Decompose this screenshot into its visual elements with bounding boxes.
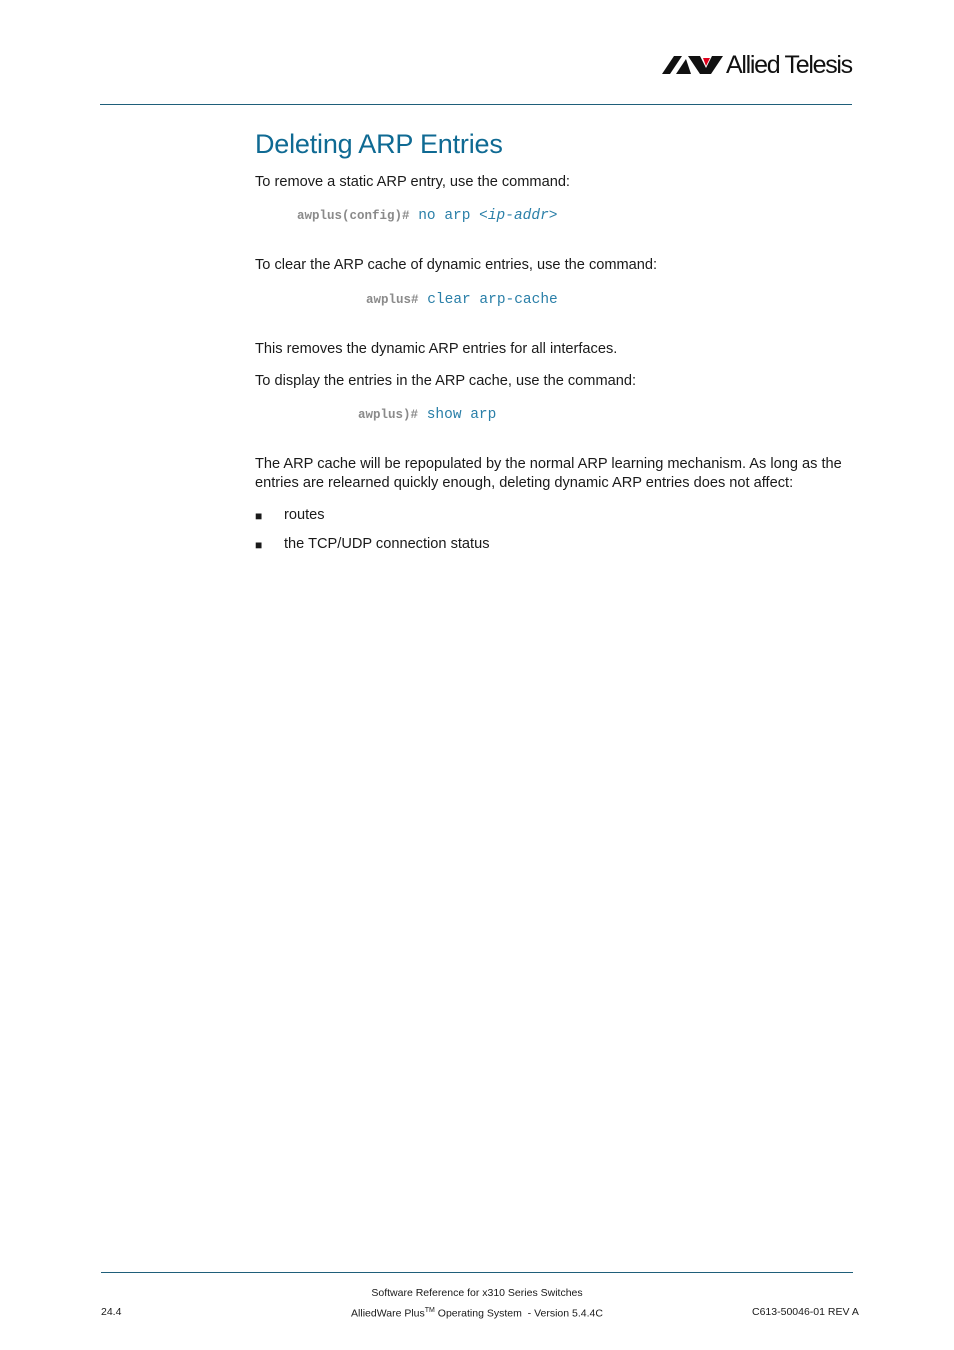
footer-rule <box>101 1272 853 1273</box>
code-clear-arp-cache <box>366 291 558 309</box>
code-prompt: awplus(config)# <box>297 209 410 223</box>
footer-product: AlliedWare Plus <box>351 1307 425 1320</box>
footer-doc-code: C613-50046-01 REV A <box>752 1306 859 1318</box>
code-prompt: awplus)# <box>358 408 419 422</box>
footer-product-suffix: Operating System - Version 5.4.4C <box>434 1307 603 1320</box>
paragraph-removes-dynamic: This removes the dynamic ARP entries for all interfaces. <box>255 341 618 357</box>
footer-doc-title: Software Reference for x310 Series Switches <box>371 1287 583 1299</box>
paragraph-clear-cache: To clear the ARP cache of dynamic entries, use the command: <box>255 257 658 273</box>
bullet-marker: ■ <box>255 538 263 552</box>
paragraph-repopulated: The ARP cache will be repopulated by the normal ARP learning mechanism. As long as the entries are relearned quickly enough, deleting dynamic ARP entries does not affect: <box>255 456 842 491</box>
code-command: no arp <box>418 208 480 224</box>
brand-name: Allied Telesis <box>726 51 852 79</box>
page-number: 24.4 <box>101 1306 122 1318</box>
paragraph-display-entries: To display the entries in the ARP cache, use the command: <box>255 373 637 389</box>
code-show-arp <box>358 406 496 424</box>
footer-trademark: TM <box>424 1307 435 1314</box>
code-arg-close: > <box>548 208 558 224</box>
paragraph-remove-static: To remove a static ARP entry, use the command: <box>255 174 570 190</box>
code-prompt: awplus# <box>366 293 419 307</box>
code-argument: ip-addr <box>487 208 549 224</box>
section-title: Deleting ARP Entries <box>255 129 503 159</box>
allied-telesis-logo <box>660 50 854 80</box>
code-arg-open: < <box>479 208 488 224</box>
header-rule <box>100 104 852 105</box>
code-command: clear arp-cache <box>427 292 558 308</box>
code-no-arp <box>297 207 557 225</box>
footer-product-line <box>327 1304 627 1321</box>
code-command: show arp <box>426 407 497 423</box>
list-item: routes <box>284 507 325 523</box>
logo-mark-icon <box>660 50 724 80</box>
list-item: the TCP/UDP connection status <box>284 536 490 552</box>
bullet-marker: ■ <box>255 509 263 523</box>
